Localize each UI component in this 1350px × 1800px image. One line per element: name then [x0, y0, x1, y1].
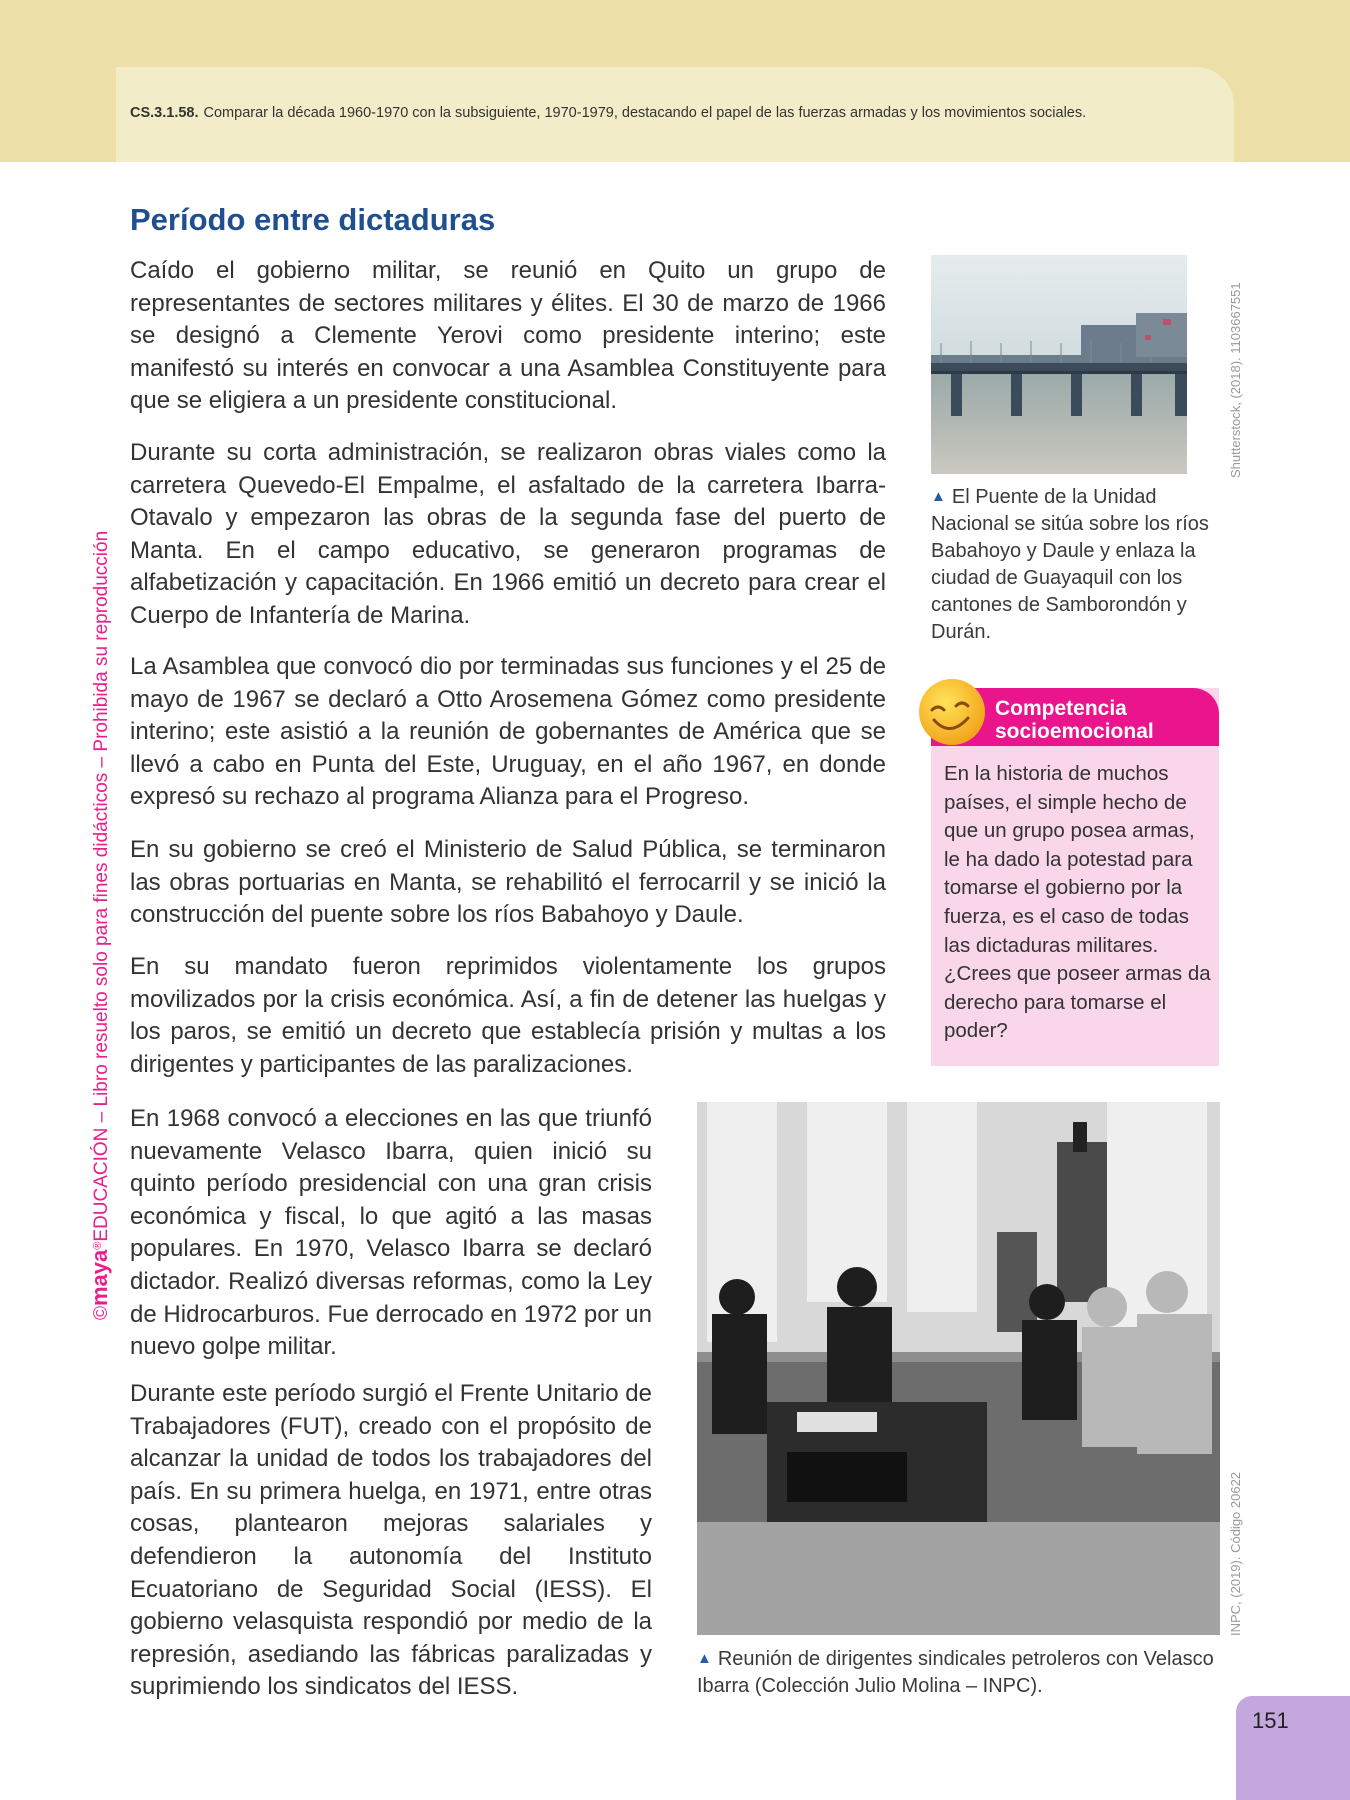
curriculum-text: Comparar la década 1960-1970 con la subsiguiente, 1970-1979, destacando el papel de las fuerzas armadas y los movimientos sociales. [203, 105, 1087, 121]
paragraph-6: En 1968 convocó a elecciones en las que triunfó nuevamente Velasco Ibarra, quien inició su quinto período presidencial con una gran crisis económica y fiscal, lo que agitó a las masas populares. En 1970, Velasco Ibarra se declaró dictador. Realizó diversas reformas, como la Ley de Hidrocarburos. Fue derrocado en 1972 por un nuevo golpe militar. [130, 1105, 652, 1361]
paragraph-7: Durante este período surgió el Frente Unitario de Trabajadores (FUT), creado con el propósito de alcanzar la unidad de todos los trabajadores del país. En su primera huelga, en 1971, entre otras cosas, plantearon mejoras salariales y defendieron la autonomía del Instituto Ecuatoriano de Seguridad Social (IESS). El gobierno velasquista respondió por medio de la represión, asediando las fábricas paralizadas y suprimiendo los sindicatos del IESS. [130, 1380, 652, 1701]
meeting-photo-credit: INPC, (2019). Código 20622 [1228, 1471, 1243, 1636]
section-title: Período entre dictaduras [130, 202, 496, 237]
bridge-caption [931, 483, 1221, 646]
page-number-tab [1236, 1696, 1350, 1800]
registered-symbol: ® [92, 1241, 104, 1250]
competencia-title-line1: Competencia [995, 697, 1127, 720]
brand-logo-text: maya [87, 1249, 112, 1306]
meeting-caption-text: Reunión de dirigentes sindicales petroleros con Velasco Ibarra (Colección Julio Molina – INPC). [697, 1648, 1214, 1697]
curriculum-standard-box [116, 67, 1234, 162]
triangle-icon: ▲ [931, 488, 946, 505]
vertical-copyright-notice [87, 531, 113, 1320]
competencia-text: En la historia de muchos países, el simple hecho de que un grupo posea armas, le ha dado la potestad para tomarse el gobierno por la fuerza, es el caso de todas las dictaduras militares. ¿Crees que poseer armas da derecho para tomarse el poder? [944, 762, 1211, 1043]
paragraph-1: Caído el gobierno militar, se reunió en Quito un grupo de representantes de sectores militares y élites. El 30 de marzo de 1966 se designó a Clemente Yerovi como presidente interino; este manifestó su interés en convocar a una Asamblea Constituyente para que se eligiera a un presidente constitucional. [130, 257, 886, 415]
paragraph-3: La Asamblea que convocó dio por terminadas sus funciones y el 25 de mayo de 1967 se declaró a Otto Arosemena Gómez como presidente interino; este asistió a la reunión de gobernantes de América que se llevó a cabo en Punta del Este, Uruguay, en el año 1967, en donde expresó su rechazo al programa Alianza para el Progreso. [130, 653, 886, 811]
meeting-caption [697, 1645, 1217, 1700]
competencia-title [995, 697, 1154, 743]
curriculum-code: CS.3.1.58. [130, 105, 199, 121]
competencia-title-line2: socioemocional [995, 720, 1154, 743]
smiley-face-icon [916, 676, 988, 748]
bridge-photo [931, 255, 1187, 474]
bridge-caption-text: El Puente de la Unidad Nacional se sitúa sobre los ríos Babahoyo y Daule y enlaza la ciudad de Guayaquil con los cantones de Samborondón y Durán. [931, 486, 1209, 643]
page-number: 151 [1252, 1708, 1289, 1733]
bridge-illustration [931, 255, 1187, 474]
curriculum-standard [130, 105, 1086, 121]
copyright-symbol: © [91, 1306, 112, 1320]
paragraph-2: Durante su corta administración, se realizaron obras viales como la carretera Quevedo-El Empalme, el asfaltado de la carretera Ibarra-Otavalo y empezaron las obras de la segunda fase del puerto de Manta. En el campo educativo, se generaron programas de alfabetización y capacitación. En 1966 emitió un decreto para crear el Cuerpo de Infantería de Marina. [130, 439, 886, 629]
bridge-photo-credit: Shutterstock, (2018). 1103667551 [1228, 282, 1243, 478]
copyright-text: EDUCACIÓN – Libro resuelto solo para fines didácticos – Prohibida su reproducción [91, 530, 112, 1242]
triangle-icon: ▲ [697, 1650, 712, 1667]
meeting-illustration [697, 1102, 1220, 1635]
paragraph-4: En su gobierno se creó el Ministerio de Salud Pública, se terminaron las obras portuarias en Manta, se rehabilitó el ferrocarril y se inició la construcción del puente sobre los ríos Babahoyo y Daule. [130, 836, 886, 929]
meeting-photo [697, 1102, 1220, 1635]
paragraph-5: En su mandato fueron reprimidos violentamente los grupos movilizados por la crisis económica. Así, a fin de detener las huelgas y los paros, se emitió un decreto que establecía prisión y multas a los dirigentes y participantes de las paralizaciones. [130, 953, 886, 1078]
